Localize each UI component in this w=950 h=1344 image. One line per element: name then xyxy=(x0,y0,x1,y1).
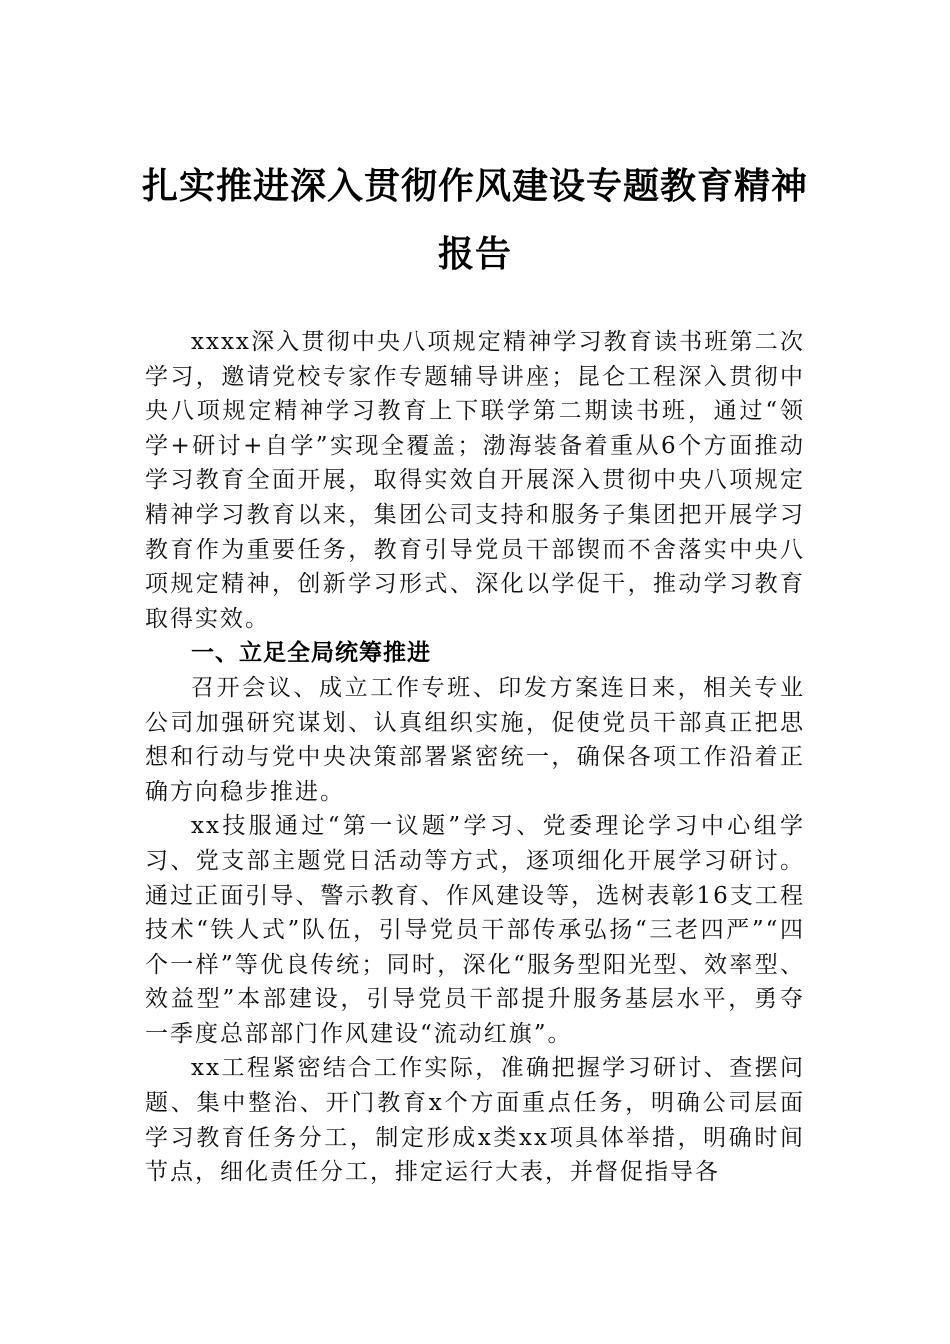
body-paragraph-3: xx技服通过“第一议题”学习、党委理论学习中心组学习、党支部主题党日活动等方式，逐项细化开展学习研讨。通过正面引导、警示教育、作风建设等，选树表彰16支工程技术“铁人式”队伍，引导党员干部传承弘扬“三老四严”“四个一样”等优良传统；同时，深化“服务型阳光型、效率型、效益型”本部建设，引导党员干部提升服务基层水平，勇夺一季度总部部门作风建设“流动红旗”。 xyxy=(145,813,805,1047)
body-paragraph-intro: xxxx深入贯彻中央八项规定精神学习教育读书班第二次学习，邀请党校专家作专题辅导讲座；昆仑工程深入贯彻中央八项规定精神学习教育上下联学第二期读书班，通过“领学+研讨+自学”实现全覆盖；渤海装备着重从6个方面推动学习教育全面开展，取得实效自开展深入贯彻中央八项规定精神学习教育以来，集团公司支持和服务子集团把开展学习教育作为重要任务，教育引导党员干部锲而不舍落实中央八项规定精神，创新学习形式、深化以学促干，推动学习教育取得实效。 xyxy=(145,329,805,632)
body-paragraph-4: xx工程紧密结合工作实际，准确把握学习研讨、查摆问题、集中整治、开门教育x个方面重点任务，明确公司层面学习教育任务分工，制定形成x类xx项具体举措，明确时间节点，细化责任分工，排定运行大表，并督促指导各 xyxy=(145,1055,805,1186)
document-title-line-1: 扎实推进深入贯彻作风建设专题教育精神 xyxy=(141,165,808,207)
body-paragraph-2: 召开会议、成立工作专班、印发方案连日来，相关专业公司加强研究谋划、认真组织实施，促使党员干部真正把思想和行动与党中央决策部署紧密统一，确保各项工作沿着正确方向稳步推进。 xyxy=(145,674,805,805)
document-title-line-2: 报告 xyxy=(437,233,512,275)
document-body xyxy=(145,325,805,1190)
section-heading-1: 一、立足全局统筹推进 xyxy=(191,639,431,667)
